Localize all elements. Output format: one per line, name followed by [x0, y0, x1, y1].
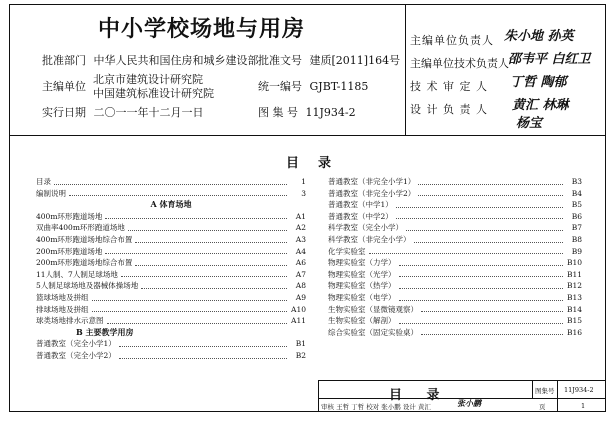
toc-entry-title: 排球场地及拼组 — [36, 304, 89, 314]
toc-entry-page: B5 — [571, 200, 582, 210]
toc-entry-title: 200m环形跑道场地 — [36, 246, 103, 256]
toc-entry — [328, 211, 582, 223]
toc-entry — [328, 280, 582, 292]
toc-entry — [36, 315, 306, 327]
toc-entry-leader — [105, 252, 287, 254]
toc-entry — [328, 304, 582, 316]
toc-entry-title: 普通教室（中学1） — [328, 200, 393, 210]
chief-unit-label: 主编单位 — [42, 80, 86, 93]
toc-entry-page: B11 — [566, 269, 582, 279]
toc-entry-page: B3 — [571, 177, 582, 186]
toc-entry — [328, 199, 582, 211]
toc-section-heading: B 主要教学用房 — [76, 326, 134, 337]
toc-entry-page: B7 — [571, 223, 582, 233]
toc-entry-title: 5人制足球场地及器械体操场地 — [36, 281, 139, 291]
title-block-divider-1 — [532, 381, 533, 398]
uniform-no — [258, 80, 368, 94]
toc-entry-leader — [54, 183, 287, 185]
approve-doc — [258, 54, 400, 68]
design-lead-label: 设 计 负 责 人 — [410, 103, 488, 116]
toc-entry — [328, 246, 582, 258]
toc-entry — [36, 176, 306, 188]
approve-doc-value: 建质[2011]164号 — [309, 54, 401, 67]
effective-date-label: 实行日期 — [42, 106, 86, 119]
title-block-page-label: 页 — [539, 403, 546, 411]
effective-date — [42, 106, 204, 120]
chief-unit-line2: 中国建筑标准设计研究院 — [93, 87, 214, 100]
toc-entry-page: A10 — [291, 304, 306, 314]
toc-entry-page: A6 — [295, 258, 306, 268]
toc-entry-title: 综合实验室（固定实验桌） — [328, 327, 418, 337]
toc-entry-title: 物理实验室（电学） — [328, 292, 396, 302]
tech-review-signature: 丁哲 陶郁 — [510, 75, 567, 90]
toc-entry-title: 目录 — [36, 177, 51, 186]
toc-entry-page: B4 — [571, 188, 582, 198]
toc-entry-page: B12 — [566, 281, 582, 291]
title-block-atlas-value: 11J934-2 — [564, 386, 594, 394]
toc-entry-leader — [119, 345, 287, 347]
toc-entry-title: 双曲率400m环形跑道场地 — [36, 223, 125, 233]
tech-review-label: 技 术 审 定 人 — [410, 80, 488, 93]
toc-entry-title: 编制说明 — [36, 188, 66, 198]
toc-entry-title: 科学教室（完全小学） — [328, 223, 403, 233]
title-block-divider-2 — [557, 381, 558, 412]
toc-entry-page: A8 — [295, 281, 306, 291]
header-divider-horizontal — [10, 135, 605, 136]
toc-entry-page: B16 — [566, 327, 582, 337]
title-block-page-value: 1 — [581, 402, 586, 410]
toc-entry-title: 普通教室（完全小学2） — [36, 350, 116, 360]
design-lead-signature-2: 杨宝 — [516, 116, 543, 131]
toc-section-heading: A 体育场地 — [150, 199, 192, 210]
toc-entry-title: 普通教室（非完全小学2） — [328, 188, 416, 198]
toc-entry-leader — [418, 194, 563, 196]
title-block-title: 目 录 — [389, 388, 450, 403]
toc-entry — [36, 234, 306, 246]
toc-entry-page: B15 — [566, 316, 582, 326]
toc-entry — [36, 222, 306, 234]
toc-entry — [328, 327, 582, 339]
toc-entry-title: 普通教室（中学2） — [328, 211, 393, 221]
toc-entry-page: A2 — [295, 223, 306, 233]
toc-entry-title: 生物实验室（解剖） — [328, 316, 396, 326]
toc-entry-page: 1 — [301, 177, 306, 186]
toc-entry — [36, 257, 306, 269]
approve-dept-label: 批准部门 — [42, 54, 86, 67]
toc-entry-page: A7 — [295, 269, 306, 279]
toc-entry-title: 科学教室（非完全小学） — [328, 234, 411, 244]
toc-entry-leader — [92, 299, 288, 301]
toc-entry-title: 400m环形跑道场地综合布置 — [36, 234, 133, 244]
chief-person-label: 主编单位负责人 — [410, 34, 494, 47]
toc-entry-page: B2 — [295, 350, 306, 360]
atlas-no — [258, 106, 356, 120]
toc-entry — [36, 269, 306, 281]
toc-entry — [328, 269, 582, 281]
toc-entry — [328, 188, 582, 200]
toc-entry-title: 生物实验室（显微镜观察） — [328, 304, 418, 314]
toc-entry-title: 400m环形跑道场地 — [36, 211, 103, 221]
effective-date-value: 二〇一一年十二月一日 — [93, 106, 204, 119]
toc-entry-leader — [121, 275, 287, 277]
toc-entry — [36, 292, 306, 304]
title-block-atlas-label: 图集号 — [535, 387, 555, 395]
toc-entry-leader — [399, 275, 564, 277]
toc-entry-leader — [92, 310, 288, 312]
toc-entry-leader — [135, 241, 287, 243]
toc-entry-leader — [396, 217, 563, 219]
chief-unit-line1: 北京市建筑设计研究院 — [93, 73, 203, 86]
toc-entry-page: A3 — [295, 234, 306, 244]
toc-entry-leader — [399, 287, 564, 289]
toc-entry-page: B9 — [571, 246, 582, 256]
toc-entry-leader — [399, 299, 564, 301]
toc-entry-leader — [399, 264, 564, 266]
title-block-signature-check: 张小鹏 — [457, 398, 481, 408]
toc-right-column — [328, 176, 582, 338]
toc-entry — [328, 222, 582, 234]
toc-heading-char2: 录 — [318, 156, 332, 171]
toc-entry — [36, 246, 306, 258]
chief-tech-signature: 邵韦平 白红卫 — [508, 52, 591, 67]
toc-entry-leader — [406, 229, 563, 231]
toc-entry-title: 球类场地排水示意图 — [36, 316, 104, 326]
toc-entry — [328, 315, 582, 327]
toc-left-column — [36, 176, 306, 362]
toc-entry-leader — [135, 264, 287, 266]
chief-person-signature: 朱小地 孙英 — [504, 29, 574, 44]
toc-entry-leader — [128, 229, 287, 231]
toc-entry — [328, 176, 582, 188]
toc-entry-title: 物理实验室（力学） — [328, 258, 396, 268]
toc-entry-page: B10 — [566, 258, 582, 268]
uniform-no-label: 统一编号 — [258, 80, 302, 93]
toc-entry-leader — [421, 333, 563, 335]
toc-entry — [328, 292, 582, 304]
toc-entry — [328, 234, 582, 246]
toc-entry — [36, 304, 306, 316]
toc-entry-leader — [396, 206, 563, 208]
toc-entry-leader — [418, 183, 563, 185]
toc-entry-leader — [107, 322, 288, 324]
toc-entry-title: 化学实验室 — [328, 246, 366, 256]
toc-entry — [36, 280, 306, 292]
toc-entry-page: B8 — [571, 234, 582, 244]
toc-entry-leader — [119, 357, 287, 359]
toc-entry-leader — [69, 194, 287, 196]
approve-doc-label: 批准文号 — [258, 54, 302, 67]
toc-entry — [36, 350, 306, 362]
toc-entry — [36, 338, 306, 350]
approve-dept — [42, 54, 259, 68]
toc-entry-leader — [369, 252, 564, 254]
header-divider-vertical — [405, 5, 406, 135]
toc-entry-title: 物理实验室（光学） — [328, 269, 396, 279]
toc-entry-page: A1 — [295, 211, 306, 221]
toc-entry-leader — [141, 287, 287, 289]
toc-entry-title: 物理实验室（热学） — [328, 281, 396, 291]
atlas-title: 中小学校场地与用房 — [98, 16, 306, 42]
atlas-no-value: 11J934-2 — [305, 106, 356, 119]
toc-entry-page: A9 — [295, 292, 306, 302]
toc-entry-leader — [105, 217, 287, 219]
uniform-no-value: GJBT-1185 — [309, 80, 369, 93]
toc-entry-page: 3 — [301, 188, 306, 198]
toc-entry — [328, 257, 582, 269]
toc-entry-page: A4 — [295, 246, 306, 256]
toc-entry-leader — [421, 310, 563, 312]
toc-entry-page: A11 — [291, 316, 306, 326]
design-lead-signature: 黄汇 林琳 — [512, 98, 569, 113]
toc-entry-title: 普通教室（非完全小学1） — [328, 177, 416, 186]
toc-entry — [36, 188, 306, 200]
toc-heading-char1: 目 — [286, 156, 300, 171]
approve-dept-value: 中华人民共和国住房和城乡建设部 — [93, 54, 259, 67]
toc-entry-page: B13 — [566, 292, 582, 302]
toc-entry-page: B14 — [566, 304, 582, 314]
toc-entry-page: B6 — [571, 211, 582, 221]
toc-entry-leader — [414, 241, 564, 243]
toc-entry-title: 200m环形跑道场地综合布置 — [36, 258, 133, 268]
toc-entry — [36, 211, 306, 223]
atlas-no-label: 图 集 号 — [258, 106, 298, 119]
toc-entry-title: 篮球场地及拼组 — [36, 292, 89, 302]
title-block — [318, 380, 605, 411]
chief-tech-label: 主编单位技术负责人 — [410, 57, 509, 70]
title-block-roles-row: 审核 王哲 丁哲 校对 张小鹏 设计 黄汇 — [321, 403, 431, 411]
toc-entry-leader — [399, 322, 564, 324]
toc-entry-title: 11人制、7人制足球场地 — [36, 269, 118, 279]
toc-entry-title: 普通教室（完全小学1） — [36, 339, 116, 349]
toc-entry-page: B1 — [295, 339, 306, 349]
